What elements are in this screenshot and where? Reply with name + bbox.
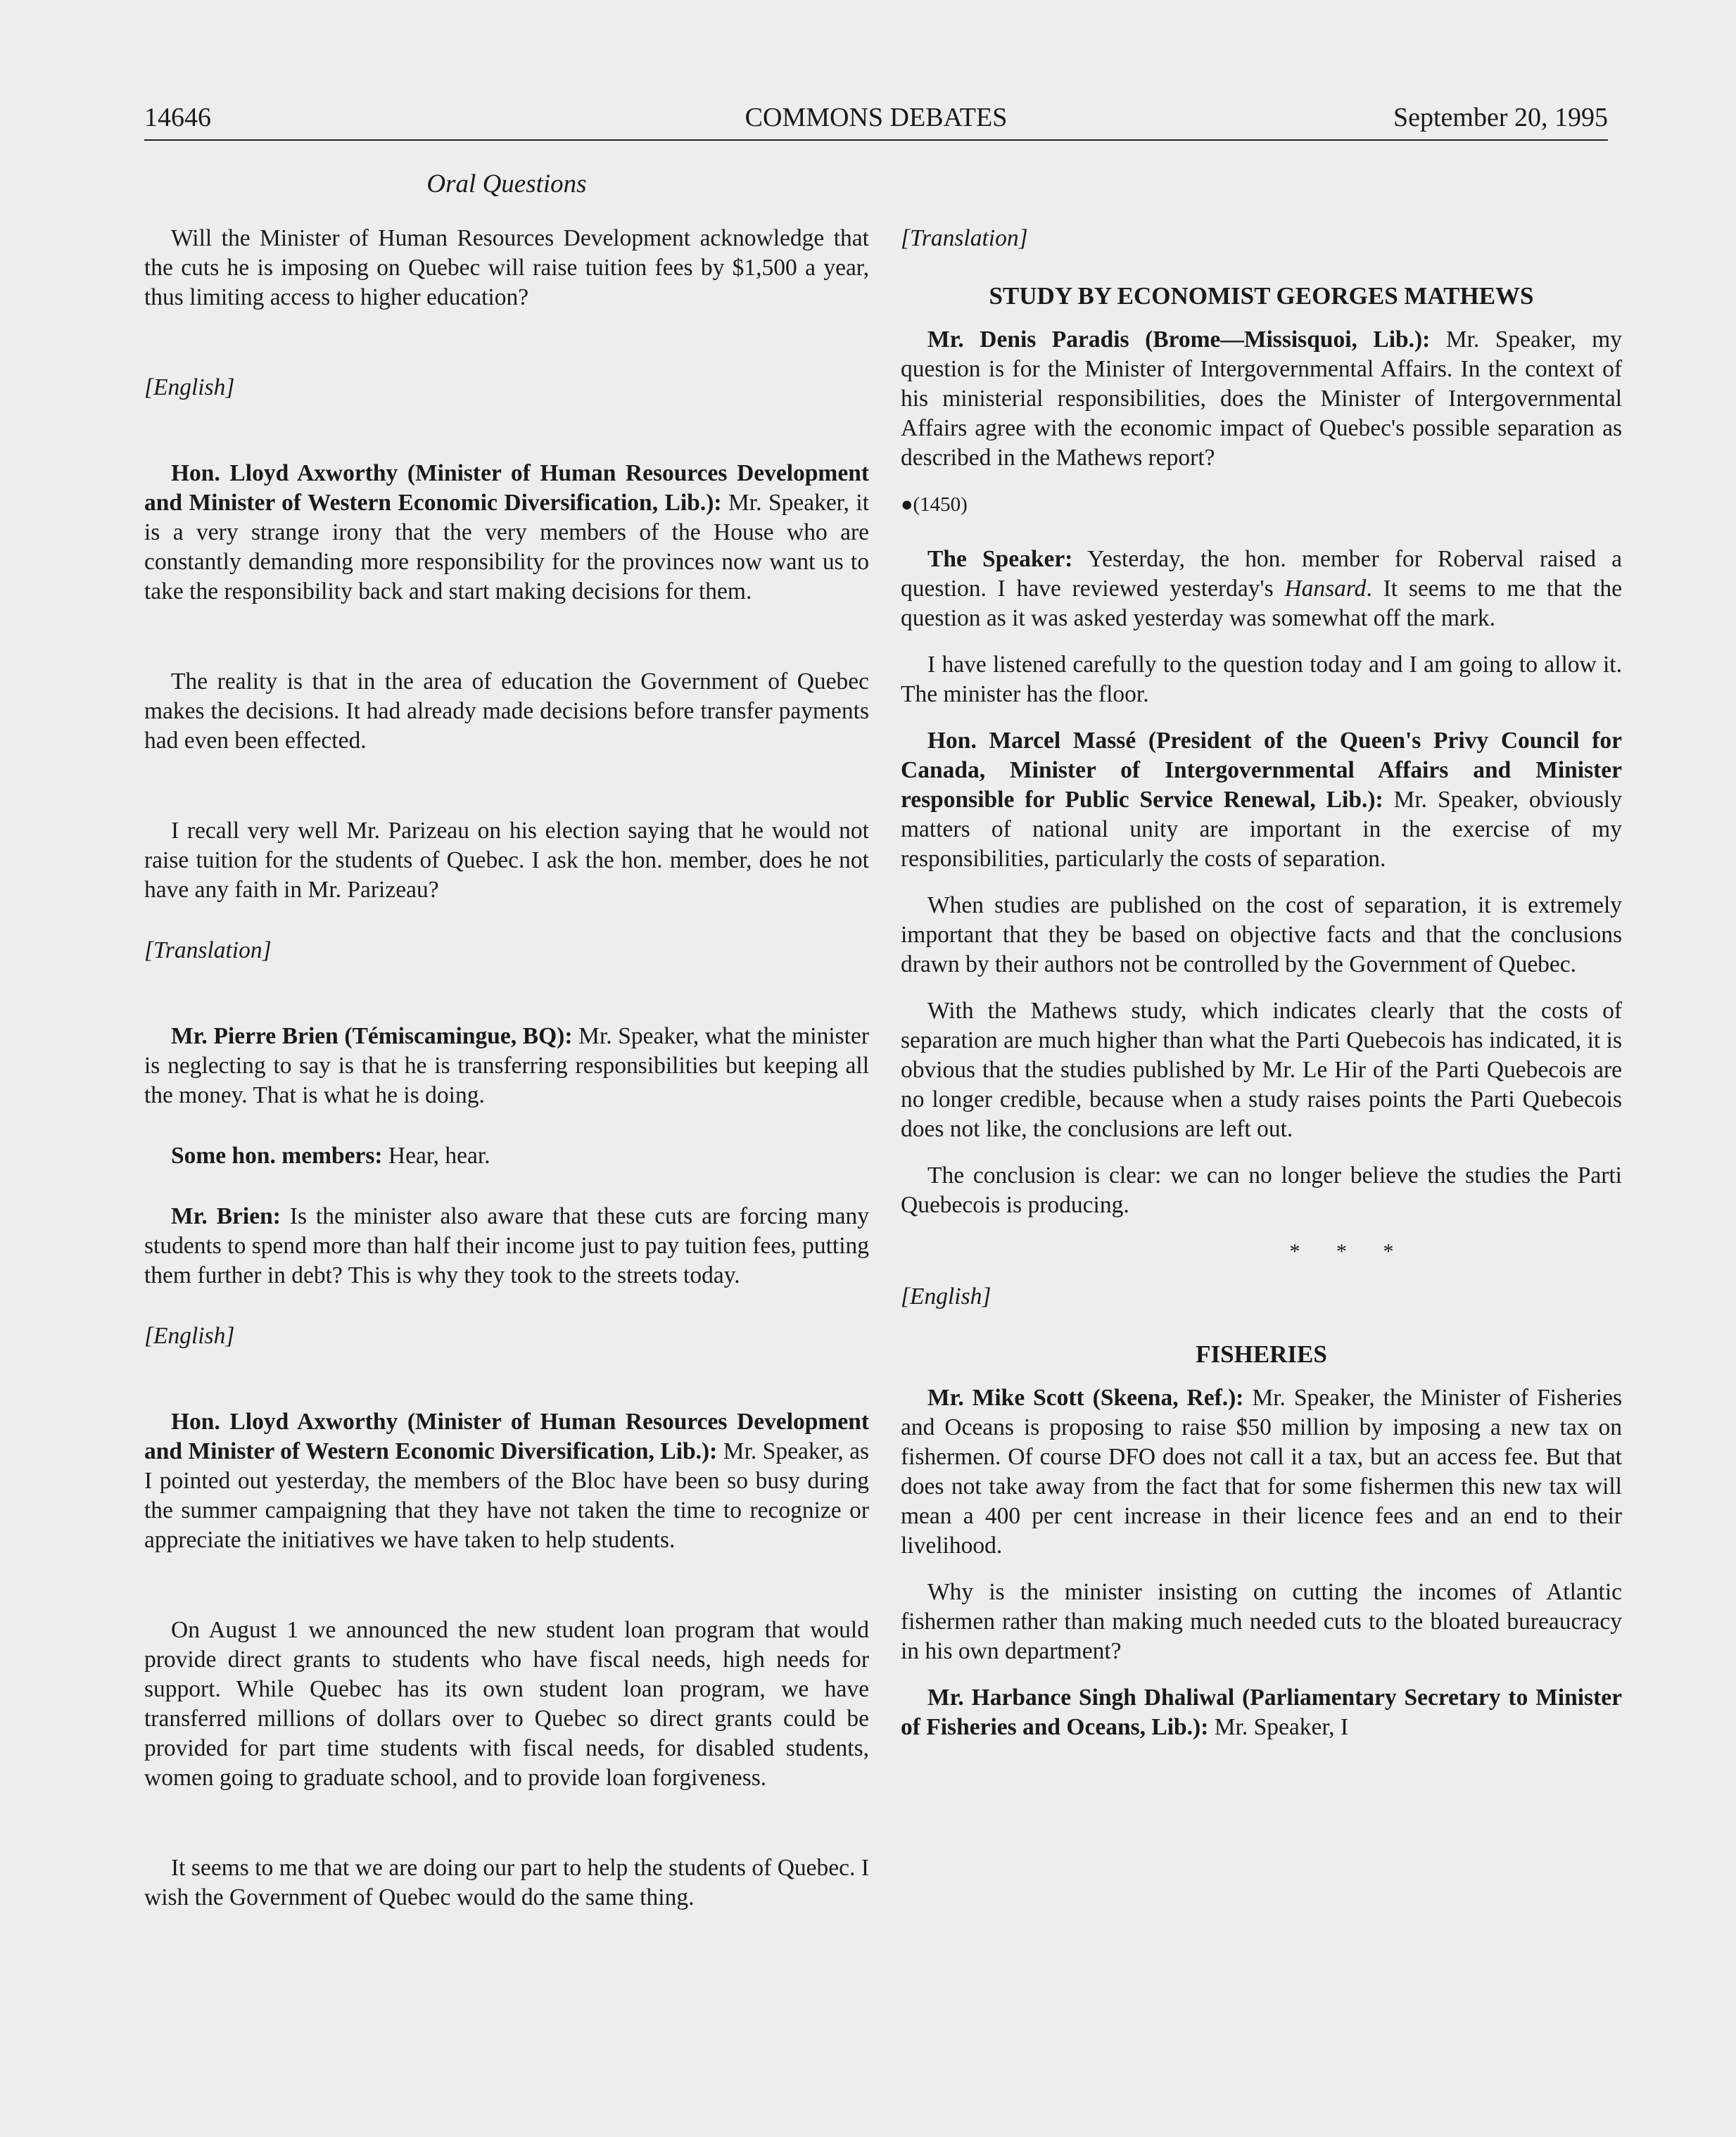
speech-text: Is the minister also aware that these cuts are forcing many students to spend more than half their income just to pay tuition fees, putting them further in debt? This is why they took to the streets today. [144, 1203, 869, 1288]
paragraph [901, 1683, 1622, 1742]
speech-text: Mr. Speaker, the Minister of Fisheries and Oceans is proposing to raise $50 million by imposing a new tax on fishermen. Of course DFO does not call it a tax, but an access fee. But that does not take away from the fact that for some fishermen this new tax will mean a 400 per cent increase in their licence fees and an end to their livelihood. [901, 1385, 1622, 1559]
speaker-name: The Speaker: [927, 546, 1073, 572]
speech-text: Hear, hear. [382, 1143, 490, 1169]
language-tag: [English] [144, 1323, 235, 1349]
speech-text: Mr. Speaker, as I pointed out yesterday, the members of the Bloc have been so busy during the summer campaigning that they have not taken the time to recognize or appreciate the initiatives we have taken to help students. [144, 1438, 869, 1553]
subject-heading: FISHERIES [1196, 1340, 1327, 1368]
speech-text: Mr. Speaker, I [1208, 1714, 1349, 1740]
paragraph: The conclusion is clear: we can no longer believe the studies the Parti Quebecois is producing. [901, 1162, 1622, 1218]
language-tag: [English] [144, 374, 235, 400]
paragraph: It seems to me that we are doing our part to help the students of Quebec. I wish the Government of Quebec would do the same thing. [144, 1855, 869, 1910]
speech-text: Mr. Speaker, my question is for the Minister of Intergovernmental Affairs. In the context of his ministerial responsibilities, does the Minister of Intergovernmental Affairs agree with the economic impact of Quebec's possible separation as described in the Mathews report? [901, 326, 1622, 471]
page-header [144, 102, 1608, 144]
italic-term: Hansard [1284, 576, 1367, 602]
publication-date: September 20, 1995 [1393, 103, 1608, 132]
language-tag: [Translation] [144, 937, 272, 963]
section-separator: * * * [1289, 1240, 1409, 1263]
paragraph [901, 726, 1622, 874]
paragraph [144, 1202, 869, 1291]
speech-text: Mr. Speaker, it is a very strange irony that the very members of the House who are constantly demanding more responsibility for the provinces now want us to take the responsibility back and start making decisions for them. [144, 490, 869, 604]
paragraph [144, 459, 869, 607]
speaker-name: Mr. Pierre Brien (Témiscamingue, BQ): [171, 1023, 573, 1049]
speaker-name: Some hon. members: [171, 1143, 383, 1169]
section-title: Oral Questions [426, 170, 587, 198]
paragraph: Will the Minister of Human Resources Development acknowledge that the cuts he is imposing on Quebec will raise tuition fees by $1,500 a year, thus limiting access to higher education? [144, 225, 869, 310]
publication-title: COMMONS DEBATES [745, 103, 1008, 132]
paragraph: Why is the minister insisting on cutting the incomes of Atlantic fishermen rather than making much needed cuts to the bloated bureaucracy in his own department? [901, 1579, 1622, 1664]
paragraph [901, 325, 1622, 473]
paragraph: On August 1 we announced the new student loan program that would provide direct grants to students who have fiscal needs, high needs for support. While Quebec has its own student loan program, we have transferred millions of dollars over to Quebec so direct grants could be provided for part time students with fiscal needs, for disabled students, women going to graduate school, and to provide loan forgiveness. [144, 1617, 869, 1791]
speaker-name: Mr. Mike Scott (Skeena, Ref.): [927, 1385, 1244, 1411]
paragraph: With the Mathews study, which indicates clearly that the costs of separation are much higher than what the Parti Quebecois has indicated, it is obvious that the studies published by Mr. Le Hir of the Parti Quebecois are no longer credible, because when a study raises points the Parti Quebecois does not like, the conclusions are left out. [901, 998, 1622, 1142]
paragraph [901, 545, 1622, 633]
paragraph: When studies are published on the cost of separation, it is extremely important that they be based on objective facts and that the conclusions drawn by their authors not be controlled by the Government of Quebec. [901, 892, 1622, 977]
right-column [901, 224, 1622, 1759]
paragraph: The reality is that in the area of education the Government of Quebec makes the decisions. It had already made decisions before transfer payments had even been effected. [144, 668, 869, 754]
subject-heading: STUDY BY ECONOMIST GEORGES MATHEWS [989, 282, 1534, 310]
time-marker: ●(1450) [901, 493, 968, 516]
speaker-name: Hon. Marcel Massé (President of the Queen's Privy Council for Canada, Minister of Intergovernmental Affairs and Minister responsible for Public Service Renewal, Lib.): [901, 728, 1622, 813]
paragraph [144, 1141, 869, 1171]
speech-text: Mr. Speaker, obviously matters of national unity are important in the exercise of my responsibilities, particularly the costs of separation. [901, 787, 1622, 872]
page-number: 14646 [144, 103, 211, 132]
paragraph [144, 1022, 869, 1110]
speech-text: . It seems to me that the question as it was asked yesterday was somewhat off the mark. [901, 576, 1622, 631]
speech-text: Yesterday, the hon. member for Roberval raised a question. I have reviewed yesterday's [901, 546, 1622, 602]
speaker-name: Mr. Denis Paradis (Brome—Missisquoi, Lib.): [927, 326, 1431, 353]
speaker-name: Mr. Harbance Singh Dhaliwal (Parliamentary Secretary to Minister of Fisheries and Oceans, Lib.): [901, 1685, 1622, 1740]
left-column [144, 224, 869, 1943]
paragraph [144, 1407, 869, 1555]
paragraph [901, 1383, 1622, 1561]
speech-text: Mr. Speaker, what the minister is neglecting to say is that he is transferring responsibilities but keeping all the money. That is what he is doing. [144, 1023, 870, 1108]
paragraph: I recall very well Mr. Parizeau on his election saying that he would not raise tuition for the students of Quebec. I ask the hon. member, does he not have any faith in Mr. Parizeau? [144, 818, 869, 903]
speaker-name: Hon. Lloyd Axworthy (Minister of Human Resources Development and Minister of Western Economic Diversification, Lib.): [144, 460, 869, 516]
speaker-name: Hon. Lloyd Axworthy (Minister of Human Resources Development and Minister of Western Economic Diversification, Lib.): [144, 1409, 869, 1464]
language-tag: [Translation] [901, 225, 1028, 251]
language-tag: [English] [901, 1283, 991, 1310]
speaker-name: Mr. Brien: [171, 1203, 281, 1229]
paragraph: I have listened carefully to the question today and I am going to allow it. The minister has the floor. [901, 652, 1622, 707]
header-rule [144, 139, 1608, 141]
